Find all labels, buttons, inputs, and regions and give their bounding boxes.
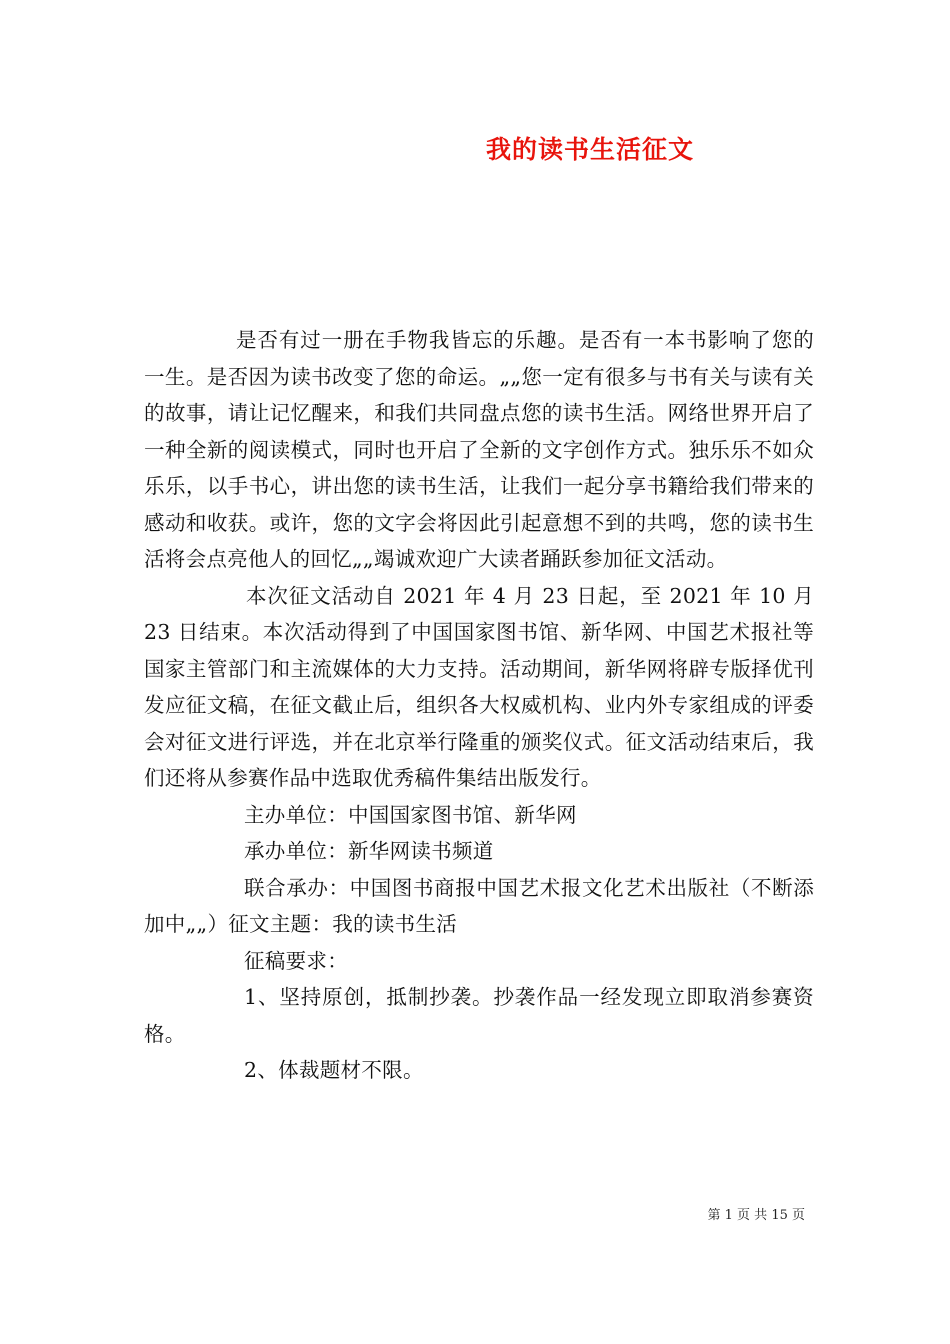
page-number: 第 1 页 共 15 页 [707,1208,805,1223]
paragraph-intro: 是否有过一册在手物我皆忘的乐趣。是否有一本书影响了您的一生。是否因为读书改变了您的命运。„„您一定有很多与书有关与读有关的故事，请让记忆醒来，和我们共同盘点您的读书生活。网络世界开启了一种全新的阅读模式，同时也开启了全新的文字创作方式。独乐乐不如众乐乐，以手书心，讲出您的读书生活，让我们一起分享书籍给我们带来的感动和收获。或许，您的文字会将因此引起意想不到的共鸣，您的读书生活将会点亮他人的回忆„„竭诚欢迎广大读者踊跃参加征文活动。 [144,328,814,571]
document-title: 我的读书生活征文 [485,135,694,164]
document-body [144,322,814,1089]
paragraph-requirement-1: 1、坚持原创，抵制抄袭。抄袭作品一经发现立即取消参赛资格。 [144,985,814,1046]
paragraph-host: 承办单位：新华网读书频道 [244,839,494,863]
paragraph-requirement-2: 2、体裁题材不限。 [244,1058,424,1082]
paragraph-requirements-heading: 征稿要求： [244,948,348,973]
paragraph-co-host: 联合承办：中国图书商报中国艺术报文化艺术出版社（不断添加中„„）征文主题：我的读书生活 [144,875,814,936]
paragraph-organizer: 主办单位：中国国家图书馆、新华网 [244,802,577,827]
paragraph-schedule: 本次征文活动自 2021 年 4 月 23 日起，至 2021 年 10 月 23 日结束。本次活动得到了中国国家图书馆、新华网、中国艺术报社等国家主管部门和主流媒体的大力支持。活动期间，新华网将辟专版择优刊发应征文稿，在征文截止后，组织各大权威机构、业内外专家组成的评委会对征文进行评选，并在北京举行隆重的颁奖仪式。征文活动结束后，我们还将从参赛作品中选取优秀稿件集结出版发行。 [144,583,814,790]
